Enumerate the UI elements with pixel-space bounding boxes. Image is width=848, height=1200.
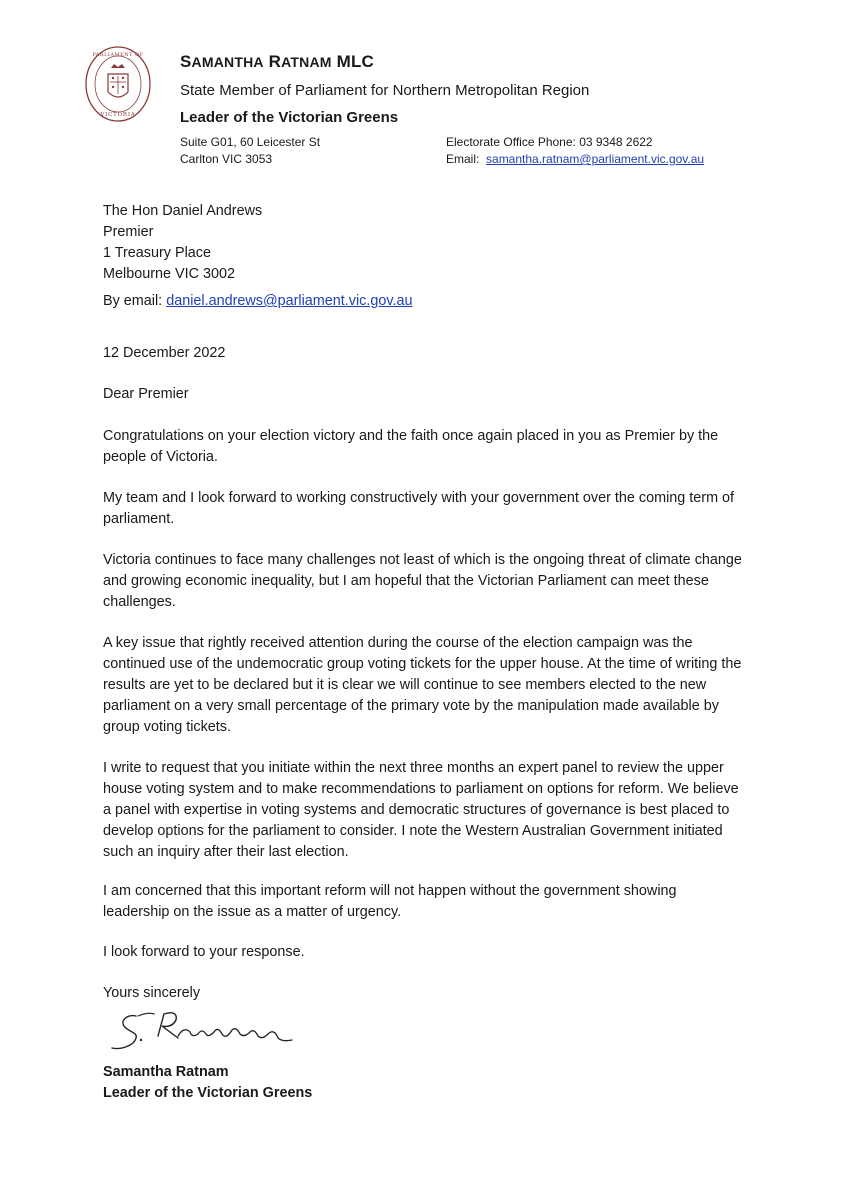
office-email-label: Email: bbox=[446, 152, 480, 166]
closing: Yours sincerely bbox=[103, 985, 201, 1001]
paragraph-1: Congratulations on your election victory and the faith once again placed in you as Premier by the people of Victoria. bbox=[103, 428, 719, 465]
paragraph-2: My team and I look forward to working constructively with your government over the coming term of parliament. bbox=[103, 490, 735, 527]
office-phone: Electorate Office Phone: 03 9348 2622 bbox=[446, 135, 653, 149]
recipient-email-line bbox=[103, 291, 743, 312]
handwritten-signature bbox=[108, 1006, 294, 1056]
paragraph-5: I write to request that you initiate within the next three months an expert panel to review the upper house voting system and to make recommendations to parliament on options for reform. We believe a panel with expertise in voting systems and democratic structures of governance is best placed to develop options for the parliament to consider. I note the Western Australian Government initiated such an inquiry after their last election. bbox=[103, 760, 739, 860]
recipient-address bbox=[103, 201, 743, 285]
recipient-title: Premier bbox=[103, 224, 154, 240]
address-line-2: Carlton VIC 3053 bbox=[180, 152, 273, 166]
signatory-title: Leader of the Victorian Greens bbox=[103, 1085, 313, 1101]
letterhead-role: State Member of Parliament for Northern Metropolitan Region bbox=[180, 82, 590, 99]
salutation: Dear Premier bbox=[103, 386, 189, 402]
letter-date: 12 December 2022 bbox=[103, 345, 226, 361]
parliament-seal-logo bbox=[84, 44, 152, 124]
recipient-name: The Hon Daniel Andrews bbox=[103, 203, 263, 219]
recipient-email-label: By email: bbox=[103, 293, 163, 309]
paragraph-3: Victoria continues to face many challenges not least of which is the ongoing threat of climate change and growing economic inequality, but I am hopeful that the Victorian Parliament can meet these challenges. bbox=[103, 552, 742, 610]
letterhead-party-role: Leader of the Victorian Greens bbox=[180, 109, 399, 126]
seal-text-top: PARLIAMENT OF bbox=[92, 52, 144, 58]
letterhead-name: SAMANTHA RATNAM MLC bbox=[180, 52, 375, 71]
office-email-line bbox=[446, 152, 704, 166]
address-line-1: Suite G01, 60 Leicester St bbox=[180, 135, 321, 149]
signatory-name: Samantha Ratnam bbox=[103, 1064, 229, 1080]
paragraph-6: I am concerned that this important reform will not happen without the government showing leadership on the issue as a matter of urgency. bbox=[103, 883, 677, 920]
seal-text-bottom: VICTORIA bbox=[100, 112, 136, 118]
recipient-email-link[interactable]: daniel.andrews@parliament.vic.gov.au bbox=[166, 293, 413, 309]
recipient-street: 1 Treasury Place bbox=[103, 245, 211, 261]
paragraph-4: A key issue that rightly received attention during the course of the election campaign was the continued use of the undemocratic group voting tickets for the upper house. At the time of writing the results are yet to be declared but it is clear we will continue to see members elected to the new parliament on a very small percentage of the primary vote by the manipulation made available by group voting tickets. bbox=[103, 635, 742, 735]
paragraph-7: I look forward to your response. bbox=[103, 944, 305, 960]
office-email-link[interactable]: samantha.ratnam@parliament.vic.gov.au bbox=[486, 152, 705, 166]
recipient-city: Melbourne VIC 3002 bbox=[103, 266, 235, 282]
